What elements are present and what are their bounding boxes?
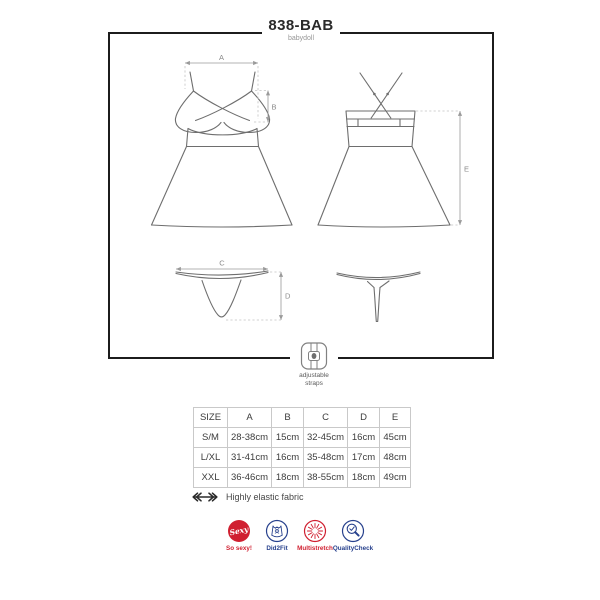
garment-diagram <box>108 32 494 359</box>
cell: 48cm <box>380 448 411 468</box>
adjustable-straps-label-1: adjustable <box>299 372 329 379</box>
table-row <box>194 448 411 468</box>
dim-c-label: C <box>219 258 225 268</box>
cell: 32-45cm <box>304 428 348 448</box>
stretch-arrow-icon <box>190 491 220 503</box>
table-row <box>194 468 411 488</box>
feature-qualitycheck <box>323 519 383 552</box>
adjustable-straps-icon <box>297 341 331 372</box>
col-b: B <box>272 408 304 428</box>
dim-a-label: A <box>218 53 225 62</box>
col-a: A <box>228 408 272 428</box>
cell: S/M <box>194 428 228 448</box>
cell: XXL <box>194 468 228 488</box>
elastic-note <box>190 491 304 503</box>
col-d: D <box>348 408 380 428</box>
cell: 45cm <box>380 428 411 448</box>
product-type: babydoll <box>287 35 315 42</box>
dimension-lines <box>176 63 460 320</box>
babydoll-front-drawing <box>152 72 293 227</box>
cell: 36-46cm <box>228 468 272 488</box>
magnifier-check-icon <box>341 519 365 543</box>
cell: 18cm <box>272 468 304 488</box>
feature-label: Multistretch <box>297 545 333 552</box>
feature-label: Did2Fit <box>266 545 288 552</box>
cell: 18cm <box>348 468 380 488</box>
thong-back-drawing <box>337 272 420 322</box>
cell: 16cm <box>272 448 304 468</box>
cell: 35-48cm <box>304 448 348 468</box>
svg-text:Sexy: Sexy <box>228 524 250 538</box>
feature-label: So sexy! <box>226 545 252 552</box>
col-size: SIZE <box>194 408 228 428</box>
cell: 16cm <box>348 428 380 448</box>
cell: 28-38cm <box>228 428 272 448</box>
elastic-note-text: Highly elastic fabric <box>226 492 304 502</box>
table-row <box>194 428 411 448</box>
cell: 49cm <box>380 468 411 488</box>
title-block <box>262 17 340 43</box>
adjustable-straps-badge <box>290 341 338 387</box>
col-c: C <box>304 408 348 428</box>
feature-label: QualityCheck <box>332 545 374 552</box>
size-table-header-row <box>194 408 411 428</box>
cell: L/XL <box>194 448 228 468</box>
babydoll-back-drawing <box>318 73 450 227</box>
thong-front-drawing <box>176 271 268 317</box>
size-table <box>193 407 411 488</box>
cell: 38-55cm <box>304 468 348 488</box>
adjustable-straps-label-2: straps <box>305 379 323 387</box>
cell: 17cm <box>348 448 380 468</box>
cell: 15cm <box>272 428 304 448</box>
dim-e-label: E <box>464 164 470 174</box>
col-e: E <box>380 408 411 428</box>
dim-d-label: D <box>285 291 291 301</box>
product-code: 838-BAB <box>268 17 334 34</box>
dim-b-label: B <box>271 102 277 112</box>
cell: 31-41cm <box>228 448 272 468</box>
